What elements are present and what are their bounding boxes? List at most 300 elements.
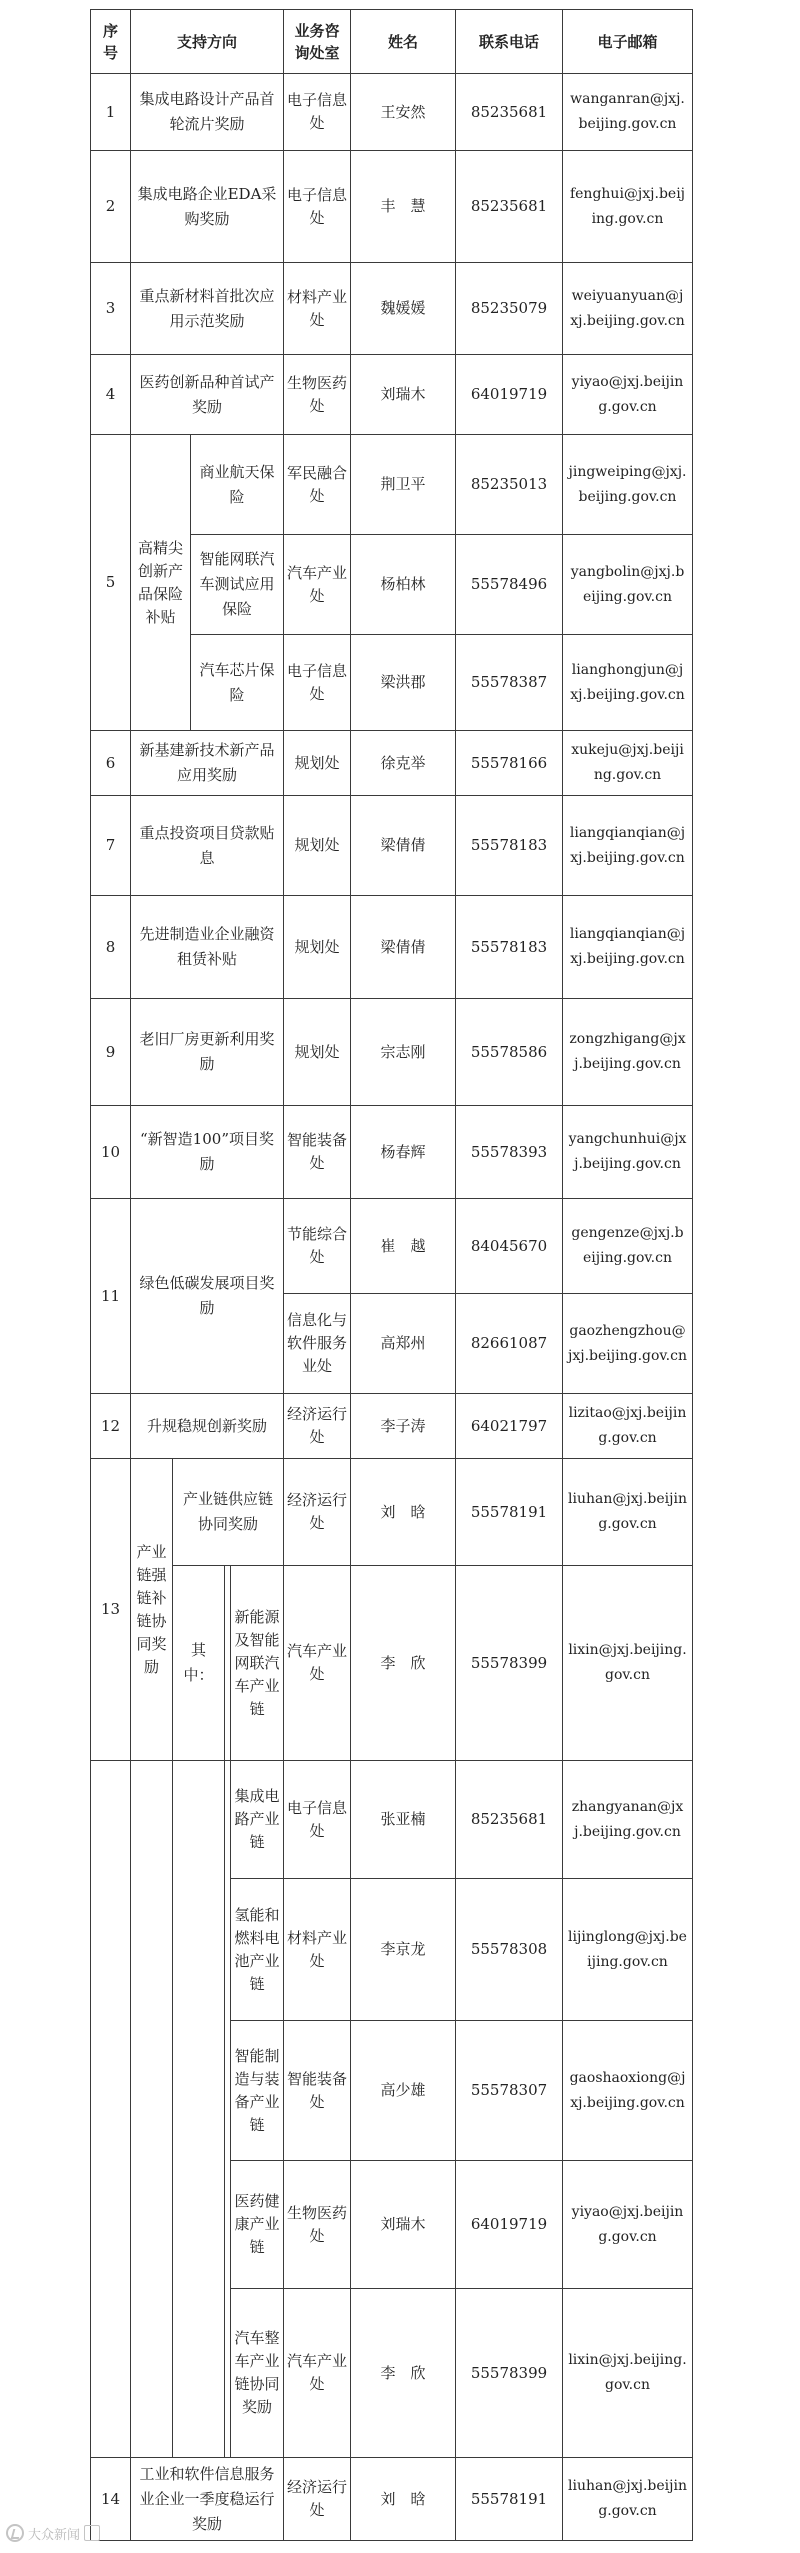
row-email-text: yiyao@jxj.beijing.gov.cn [571,2203,684,2245]
row-email-text: gaoshaoxiong@jxj.beijing.gov.cn [569,2069,686,2111]
row-phone-text: 55578191 [470,1502,548,1521]
row-direction-text: 先进制造业企业融资租赁补贴 [139,925,275,968]
column-divider [692,2288,693,2458]
column-divider [350,534,351,635]
column-divider [350,2020,351,2161]
header-office-text: 业务咨询处室 [294,21,340,62]
row-office-text: 经济运行处 [287,1405,348,1446]
row-office [284,1199,350,1293]
row-name [351,1879,455,2020]
column-divider [455,730,456,796]
row-chain-direction [231,2161,283,2288]
row-name [351,355,455,434]
column-divider [692,1105,693,1199]
column-divider [455,434,456,535]
row-chain-direction [231,2021,283,2160]
row-phone-text: 64021797 [470,1416,548,1435]
row-sub-direction [191,535,283,634]
row-seq [91,999,130,1105]
column-divider [90,730,91,796]
column-divider [692,998,693,1106]
row-email [563,1761,692,1878]
row-name [351,999,455,1105]
column-divider [90,9,91,74]
column-divider [130,730,131,796]
column-divider [90,354,91,435]
row-sub-direction-text: 产业链供应链协同奖励 [182,1490,273,1533]
watermark-logo-icon [6,2524,24,2542]
column-divider [90,150,91,263]
row-email-text: fenghui@jxj.beijing.gov.cn [569,185,686,227]
header-phone-text: 联系电话 [478,32,539,51]
row-name-text: 刘 晗 [380,2489,426,2508]
column-divider [692,634,693,731]
column-divider [692,1878,693,2021]
row-phone [456,635,562,730]
row-name-text: 杨柏林 [380,575,426,593]
column-divider [455,1393,456,1459]
row-office-text: 经济运行处 [287,1491,348,1532]
column-divider [455,1198,456,1294]
row-name-text: 徐克举 [380,753,426,772]
row-phone-text: 55578496 [470,575,548,593]
column-divider [130,998,131,1106]
header-direction [131,10,283,73]
column-divider [130,1458,131,2458]
column-divider [455,73,456,151]
row-email [563,1394,692,1458]
row-phone-text: 55578191 [470,2489,548,2508]
column-divider [562,2457,563,2541]
row-phone [456,796,562,895]
row-name-text: 王安然 [380,102,426,121]
row-phone [456,435,562,534]
row-office [284,896,350,998]
row-office-text: 材料产业处 [287,287,348,329]
column-divider [455,998,456,1106]
row-chain-direction-text: 新能源及智能网联汽车产业链 [234,1607,280,1718]
row-email-text: liuhan@jxj.beijing.gov.cn [568,2478,687,2519]
column-divider [692,1393,693,1459]
row-phone [456,263,562,354]
row-office-text: 电子信息处 [287,91,348,132]
row-direction-text: “新智造100”项目奖励 [140,1130,274,1173]
column-divider [283,434,284,535]
row-phone [456,1106,562,1198]
row-office-text: 汽车产业处 [287,1642,348,1683]
row-group-direction-text: 产业链强链补链协同奖励 [136,1542,167,1676]
column-divider [455,634,456,731]
row-phone-text: 55578586 [470,1042,548,1061]
row-name [351,2289,455,2457]
column-divider [350,2160,351,2289]
row-name [351,635,455,730]
row-email [563,1566,692,1760]
row-name-text: 崔 越 [380,1236,426,1255]
row-name-text: 杨春辉 [380,1142,426,1161]
column-divider [283,1760,284,1879]
row-email [563,796,692,895]
row-email [563,635,692,730]
column-divider [224,1565,225,2458]
row-office [284,535,350,634]
row-phone [456,1761,562,1878]
column-divider [283,1105,284,1199]
row-office-text: 电子信息处 [287,661,348,703]
row-email-text: xukeju@jxj.beijing.gov.cn [571,742,684,783]
column-divider [350,2288,351,2458]
row-name [351,2161,455,2288]
row-seq-text: 2 [105,197,116,215]
row-email [563,355,692,434]
row-office-text: 规划处 [294,1042,340,1061]
row-seq [91,896,130,998]
column-divider [692,1293,693,1394]
row-office-text: 节能综合处 [287,1225,348,1266]
row-seq-text: 10 [100,1142,121,1161]
column-divider [283,998,284,1106]
row-name-text: 刘瑞木 [380,385,426,403]
row-email [563,1294,692,1393]
column-divider [130,795,131,896]
column-divider [562,1458,563,1566]
column-divider [455,9,456,74]
row-phone-text: 55578183 [470,836,548,854]
column-divider [350,1565,351,1761]
row-email-text: yangbolin@jxj.beijing.gov.cn [570,563,685,605]
row-email [563,1106,692,1198]
row-sub-direction [191,435,283,534]
column-divider [562,634,563,731]
row-seq [91,1459,130,1760]
row-direction [131,731,283,795]
column-divider [455,534,456,635]
row-group-direction [131,435,190,730]
column-divider [350,895,351,999]
row-name [351,1294,455,1393]
column-divider [562,795,563,896]
row-phone [456,355,562,434]
column-divider [455,1878,456,2021]
column-divider [90,1458,91,2458]
row-phone-text: 64019719 [470,2215,548,2233]
row-email-text: lianghongjun@jxj.beijing.gov.cn [570,661,685,703]
row-office-text: 智能装备处 [287,1131,348,1172]
row-seq [91,74,130,150]
row-name-text: 张亚楠 [380,1810,426,1828]
row-phone [456,2289,562,2457]
column-divider [350,2457,351,2541]
row-office [284,1394,350,1458]
row-phone-text: 55578166 [470,753,548,772]
column-divider [130,262,131,355]
row-direction [131,796,283,895]
column-divider [130,73,131,151]
row-email [563,2161,692,2288]
row-phone [456,1294,562,1393]
row-phone [456,74,562,150]
row-group-direction-text: 高精尖创新产品保险补贴 [137,538,183,626]
row-direction [131,263,283,354]
row-name [351,1459,455,1565]
column-divider [283,1878,284,2021]
row-seq-text: 8 [105,937,116,956]
column-divider [90,73,91,151]
row-email [563,263,692,354]
row-direction [131,151,283,262]
column-divider [562,73,563,151]
row-phone-text: 85235681 [470,102,548,121]
column-divider [455,2020,456,2161]
row-email-text: zongzhigang@jxj.beijing.gov.cn [569,1031,686,1072]
row-phone [456,535,562,634]
column-divider [562,534,563,635]
column-divider [562,2020,563,2161]
column-divider [562,1198,563,1294]
column-divider [350,730,351,796]
column-divider [455,1293,456,1394]
column-divider [562,730,563,796]
row-email-text: lijinglong@jxj.beijing.gov.cn [568,1928,687,1970]
column-divider [130,895,131,999]
row-email-text: wanganran@jxj.beijing.gov.cn [570,91,685,132]
row-office-text: 军民融合处 [287,463,348,505]
column-divider [90,1198,91,1394]
column-divider [692,895,693,999]
row-office [284,796,350,895]
column-divider [455,262,456,355]
column-divider [692,150,693,263]
row-office [284,1761,350,1878]
column-divider [562,262,563,355]
row-sub-direction [173,1459,283,1565]
column-divider [692,1198,693,1294]
row-seq-text: 11 [100,1286,121,1305]
row-direction [131,74,283,150]
row-phone-text: 55578387 [470,673,548,691]
row-name [351,1106,455,1198]
row-sub-direction-text: 汽车芯片保险 [199,660,275,704]
row-name-text: 李 欣 [380,1653,426,1672]
column-divider [350,1105,351,1199]
row-direction [131,999,283,1105]
row-office [284,1106,350,1198]
column-divider [90,1393,91,1459]
row-name [351,1394,455,1458]
row-email-text: zhangyanan@jxj.beijing.gov.cn [571,1798,684,1840]
row-name-text: 高郑州 [380,1334,426,1352]
column-divider [130,1198,131,1394]
row-among-label-text: 其中： [183,1641,214,1684]
row-direction-text: 老旧厂房更新利用奖励 [139,1030,275,1073]
row-phone-text: 85235681 [470,197,548,215]
row-name-text: 荆卫平 [380,475,426,493]
row-seq-text: 4 [105,385,116,403]
column-divider [692,73,693,151]
row-direction [131,1199,283,1393]
row-direction-text: 医药创新品种首试产奖励 [139,372,275,416]
row-email [563,1459,692,1565]
row-name-text: 李子涛 [380,1416,426,1435]
column-divider [692,1458,693,1566]
row-phone-text: 85235681 [470,1810,548,1828]
watermark-box-icon [84,2525,100,2541]
row-direction [131,2458,283,2540]
row-name [351,2458,455,2540]
header-seq-text: 序号 [102,21,118,62]
row-office-text: 生物医药处 [287,2203,348,2245]
row-office-text: 汽车产业处 [287,563,348,605]
row-phone [456,151,562,262]
column-divider [283,2288,284,2458]
column-divider [350,73,351,151]
row-email-text: liangqianqian@jxj.beijing.gov.cn [569,824,686,866]
column-divider [283,1458,284,1566]
row-office [284,151,350,262]
row-name-text: 李 欣 [380,2363,426,2382]
row-phone [456,1879,562,2020]
row-email-text: gengenze@jxj.beijing.gov.cn [571,1225,684,1266]
row-email [563,535,692,634]
row-chain-direction-text: 集成电路产业链 [234,1787,280,1851]
header-email [563,10,692,73]
row-office-text: 规划处 [294,836,340,854]
column-divider [350,795,351,896]
row-chain-direction-text: 医药健康产业链 [234,2192,280,2256]
column-divider [562,895,563,999]
column-divider [562,1565,563,1761]
column-divider [562,2288,563,2458]
row-phone [456,1199,562,1293]
column-divider [283,1198,284,1294]
row-office [284,2161,350,2288]
column-divider [692,2160,693,2289]
row-office [284,635,350,730]
row-email-text: yangchunhui@jxj.beijing.gov.cn [568,1131,687,1172]
row-chain-direction [231,1566,283,1760]
row-email [563,2458,692,2540]
row-email-text: weiyuanyuan@jxj.beijing.gov.cn [570,287,685,329]
row-office-text: 汽车产业处 [287,2352,348,2393]
row-name [351,796,455,895]
row-sub-direction-text: 智能网联汽车测试应用保险 [199,550,275,618]
column-divider [130,1393,131,1459]
row-name [351,263,455,354]
column-divider [692,2020,693,2161]
row-phone [456,2021,562,2160]
row-name [351,535,455,634]
column-divider [455,150,456,263]
row-office-text: 规划处 [294,753,340,772]
row-direction-text: 集成电路设计产品首轮流片奖励 [139,90,275,133]
row-direction [131,1106,283,1198]
row-name-text: 刘 晗 [380,1502,426,1521]
column-divider [455,2160,456,2289]
column-divider [283,1393,284,1459]
row-office [284,1459,350,1565]
row-office-text: 经济运行处 [287,2478,348,2519]
row-name-text: 高少雄 [380,2081,426,2099]
row-divider [90,2540,693,2541]
row-seq-text: 1 [105,102,116,121]
column-divider [455,1458,456,1566]
row-among-label [173,1566,224,1760]
row-seq-text: 13 [100,1600,121,1618]
column-divider [130,2457,131,2541]
column-divider [283,354,284,435]
column-divider [90,262,91,355]
row-name [351,896,455,998]
row-office [284,731,350,795]
row-email-text: liuhan@jxj.beijing.gov.cn [568,1491,687,1532]
row-name-text: 梁洪郡 [380,673,426,691]
column-divider [350,150,351,263]
row-office-text: 电子信息处 [287,1798,348,1840]
row-name [351,1761,455,1878]
row-office [284,74,350,150]
row-office [284,435,350,534]
row-direction [131,355,283,434]
row-office [284,1566,350,1760]
row-email-text: lixin@jxj.beijing.gov.cn [568,1642,687,1683]
column-divider [283,1293,284,1394]
column-divider [283,2020,284,2161]
row-direction [131,896,283,998]
row-phone [456,1394,562,1458]
row-phone-text: 55578393 [470,1142,548,1161]
row-phone-text: 55578308 [470,1940,548,1958]
row-seq-text: 9 [105,1042,116,1061]
column-divider [283,9,284,74]
row-email-text: jingweiping@jxj.beijing.gov.cn [568,463,687,505]
header-name-text: 姓名 [387,32,418,51]
row-phone [456,999,562,1105]
row-direction-text: 重点新材料首批次应用示范奖励 [139,286,275,330]
column-divider [130,150,131,263]
row-direction-text: 重点投资项目贷款贴息 [139,823,275,867]
row-direction-text: 绿色低碳发展项目奖励 [139,1274,275,1317]
row-name [351,1566,455,1760]
row-seq [91,1199,130,1393]
row-email [563,731,692,795]
column-divider [692,2457,693,2541]
row-office-text: 电子信息处 [287,185,348,227]
column-divider [350,262,351,355]
row-phone-text: 64019719 [470,385,548,403]
column-divider [350,1760,351,1879]
row-email [563,1199,692,1293]
column-divider [130,1105,131,1199]
row-phone [456,1566,562,1760]
row-phone-text: 85235079 [470,299,548,317]
row-email [563,74,692,150]
row-office [284,2458,350,2540]
column-divider [455,2457,456,2541]
column-divider [350,434,351,535]
row-chain-direction-text: 汽车整车产业链协同奖励 [234,2329,280,2416]
column-divider [350,634,351,731]
row-name [351,151,455,262]
column-divider [455,2288,456,2458]
row-office-text: 规划处 [294,937,340,956]
column-divider [90,895,91,999]
row-office [284,2021,350,2160]
watermark-text: 大众新闻 [28,2527,81,2543]
column-divider [90,1105,91,1199]
row-office-text: 智能装备处 [287,2069,348,2111]
row-chain-direction [231,1761,283,1878]
row-name-text: 刘瑞木 [380,2215,426,2233]
